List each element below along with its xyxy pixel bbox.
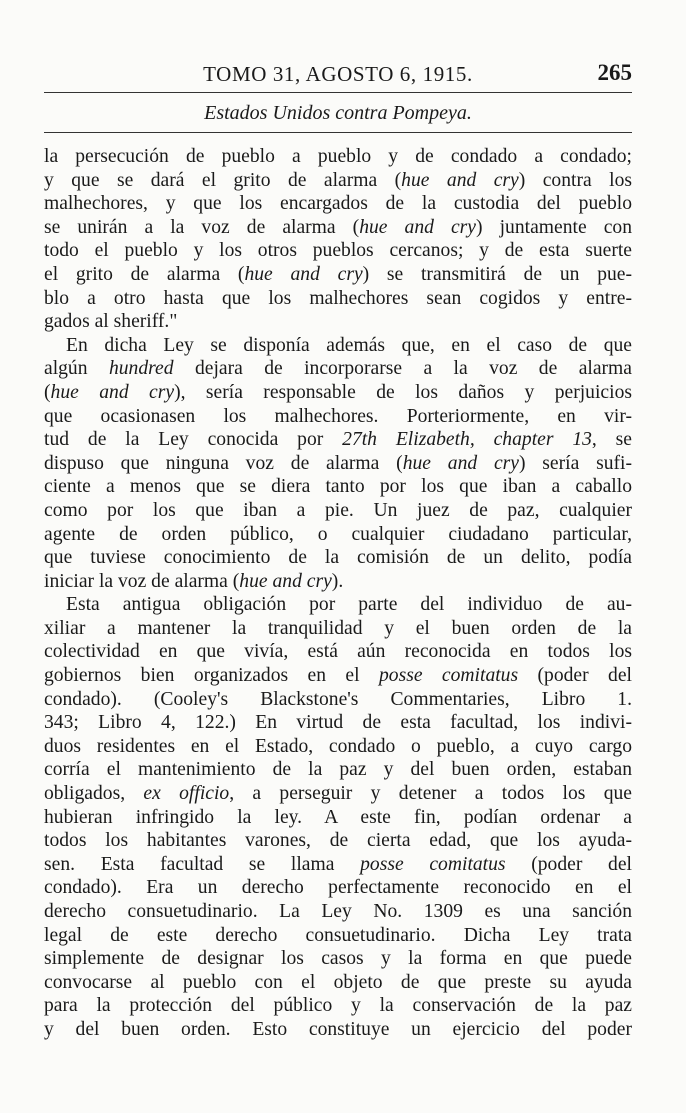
text-line (44, 169, 632, 193)
text-segment: 343; Libro 4, 122.) En virtud de esta facultad, los indivi- (44, 712, 632, 734)
text-segment: agente de orden público, o cualquier ciudadano particular, (44, 523, 632, 545)
text-line (44, 711, 632, 735)
text-line (44, 428, 632, 452)
text-segment: (poder del (518, 665, 632, 687)
italic-term: hundred (108, 358, 174, 380)
text-segment: blo a otro hasta que los malhechores sean cogidos y entre- (44, 287, 632, 309)
text-segment: condado). (Cooley's Blackstone's Commentaries, Libro 1. (44, 688, 632, 710)
text-line (44, 947, 632, 971)
text-segment: que tuviese conocimiento de la comisión de un delito, podía (44, 547, 632, 569)
text-segment: sen. Esta facultad se llama (44, 853, 361, 875)
text-segment: Esta antigua obligación por parte del individuo de au- (66, 594, 632, 616)
text-line (44, 735, 632, 759)
text-line (44, 523, 632, 547)
text-segment: colectividad en que vivía, está aún reconocida en todos los (44, 641, 632, 663)
text-segment: el grito de alarma ( (44, 263, 245, 285)
text-segment: dispuso que ninguna voz de alarma ( (44, 452, 403, 474)
text-line (44, 334, 632, 358)
body-text (44, 145, 632, 1042)
italic-term: hue and cry (402, 452, 519, 474)
text-segment: como por los que iban a pie. Un juez de paz, cualquier (44, 499, 632, 521)
running-head (44, 58, 632, 93)
text-segment: gados al sheriff." (44, 311, 178, 333)
volume-date-title: TOMO 31, AGOSTO 6, 1915. (203, 62, 473, 86)
text-line (44, 310, 632, 334)
text-segment: ). (331, 570, 344, 592)
text-segment: simplemente de designar los casos y la forma en que puede (44, 948, 632, 970)
text-line (44, 593, 632, 617)
text-segment: gobiernos bien organizados en el (44, 665, 379, 687)
text-segment: dejara de incorporarse a la voz de alarma (173, 358, 632, 380)
text-segment: todos los habitantes varones, de cierta edad, que los ayuda- (44, 830, 632, 852)
text-line (44, 263, 632, 287)
italic-term: posse comitatus (378, 665, 519, 687)
text-line (44, 405, 632, 429)
text-segment: malhechores, y que los encargados de la custodia del pueblo (44, 193, 632, 215)
text-line (44, 876, 632, 900)
italic-term: hue and cry (239, 570, 332, 592)
text-segment: ciente a menos que se diera tanto por los que iban a caballo (44, 476, 632, 498)
text-line (44, 994, 632, 1018)
italic-term: hue and cry (244, 263, 363, 285)
text-segment: , se (591, 429, 633, 451)
text-line (44, 900, 632, 924)
text-line (44, 758, 632, 782)
text-line (44, 546, 632, 570)
text-segment: ) sería sufi- (518, 452, 633, 474)
text-segment: tud de la Ley conocida por (44, 429, 343, 451)
text-segment: que ocasionasen los malhechores. Porteriormente, en vir- (44, 405, 632, 427)
page-number: 265 (597, 60, 632, 85)
text-segment: (poder del (505, 853, 632, 875)
text-segment: ( (44, 381, 51, 403)
text-segment: ) se transmitirá de un pue- (362, 263, 633, 285)
italic-term: hue and cry (401, 169, 519, 191)
text-segment: En dicha Ley se disponía además que, en el caso de que (66, 334, 632, 356)
text-line (44, 640, 632, 664)
text-segment: para la protección del público y la conservación de la paz (44, 995, 632, 1017)
text-line (44, 475, 632, 499)
text-segment: derecho consuetudinario. La Ley No. 1309 es una sanción (44, 901, 632, 922)
text-line (44, 145, 632, 169)
text-line (44, 971, 632, 995)
italic-term: hue and cry (359, 216, 477, 238)
text-segment: y que se dará el grito de alarma ( (44, 169, 402, 191)
text-segment: convocarse al pueblo con el objeto de que preste su ayuda (44, 971, 632, 993)
text-segment: duos residentes en el Estado, condado o pueblo, a cuyo cargo (44, 735, 632, 757)
text-line (44, 192, 632, 216)
text-segment: hubieran infringido la ley. A este fin, podían ordenar a (44, 806, 632, 828)
text-line (44, 782, 632, 806)
italic-term: hue and cry (50, 381, 175, 403)
italic-term: ex officio (143, 783, 230, 805)
text-segment: ), sería responsable de los daños y perjuicios (174, 381, 632, 403)
text-segment: xiliar a mantener la tranquilidad y el buen orden de la (44, 617, 632, 639)
text-segment: ) contra los (518, 169, 632, 191)
text-segment: condado). Era un derecho perfectamente reconocido en el (44, 877, 632, 899)
text-segment: y del buen orden. Esto constituye un ejercicio del poder (44, 1018, 632, 1040)
text-segment: todo el pueblo y los otros pueblos cercanos; y de esta suerte (44, 240, 632, 262)
text-line (44, 1018, 632, 1042)
text-segment: , a perseguir y detener a todos los que (229, 783, 632, 805)
text-line (44, 452, 632, 476)
text-line (44, 924, 632, 948)
text-line (44, 829, 632, 853)
text-segment: legal de este derecho consuetudinario. Dicha Ley trata (44, 924, 632, 946)
text-line (44, 216, 632, 240)
case-title: Estados Unidos contra Pompeya. (44, 100, 632, 133)
text-line (44, 617, 632, 641)
text-line (44, 806, 632, 830)
text-line (44, 688, 632, 712)
document-page (44, 58, 632, 1042)
text-segment: algún (44, 358, 109, 380)
text-line (44, 381, 632, 405)
text-line (44, 664, 632, 688)
text-segment: corría el mantenimiento de la paz y del buen orden, estaban (44, 759, 632, 781)
text-segment: iniciar la voz de alarma ( (44, 570, 240, 592)
italic-term: posse comitatus (360, 853, 506, 875)
text-segment: obligados, (44, 783, 144, 805)
italic-term: 27th Elizabeth, chapter 13 (342, 429, 592, 451)
text-segment: ) juntamente con (476, 216, 632, 238)
text-line (44, 287, 632, 311)
text-segment: se unirán a la voz de alarma ( (44, 216, 360, 238)
text-line (44, 499, 632, 523)
text-line (44, 853, 632, 877)
text-line (44, 357, 632, 381)
text-segment: la persecución de pueblo a pueblo y de condado a condado; (44, 146, 632, 167)
text-line (44, 570, 632, 594)
text-line (44, 239, 632, 263)
